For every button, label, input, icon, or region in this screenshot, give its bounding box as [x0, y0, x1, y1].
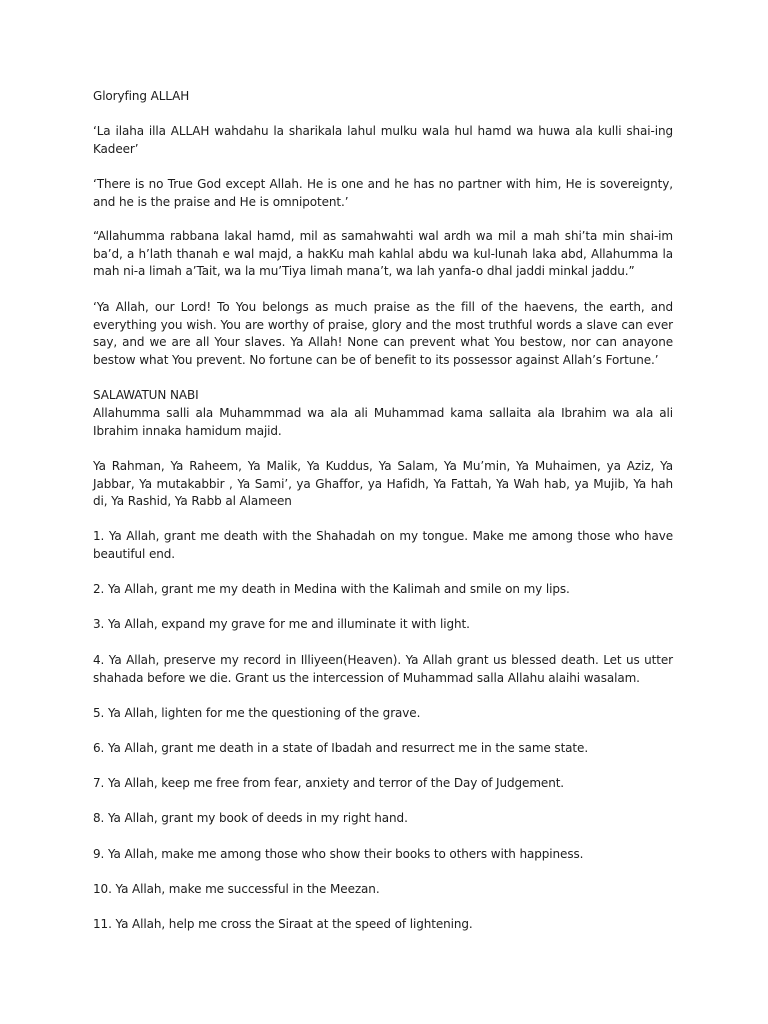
dua-item-2: 2. Ya Allah, grant me my death in Medina with the Kalimah and smile on my lips.: [93, 582, 570, 596]
dua-item-7: 7. Ya Allah, keep me free from fear, anxiety and terror of the Day of Judgement.: [93, 776, 565, 790]
dua-item-5: 5. Ya Allah, lighten for me the questioning of the grave.: [93, 706, 421, 720]
dua-item-1: 1. Ya Allah, grant me death with the Shahadah on my tongue. Make me among those who have beautiful end.: [93, 529, 673, 561]
document-title: Gloryfing ALLAH: [93, 89, 190, 103]
dua-item-10: 10. Ya Allah, make me successful in the Meezan.: [93, 882, 380, 896]
names-of-allah: Ya Rahman, Ya Raheem, Ya Malik, Ya Kuddus, Ya Salam, Ya Mu’min, Ya Muhaimen, ya Aziz, Ya Jabbar, Ya mutakabbir , Ya Sami’, ya Ghaffor, ya Hafidh, Ya Fattah, Ya Wah hab, ya Mujib, Ya hah di, Ya Rashid, Ya Rabb al Alameen: [93, 459, 673, 509]
praise-translation: ‘Ya Allah, our Lord! To You belongs as much praise as the fill of the haevens, the earth, and everything you wish. You are worthy of praise, glory and the most truthful words a slave can ever say, and we are all Your slaves. Ya Allah! None can prevent what You bestow, nor can anayone bestow what You prevent. No fortune can be of benefit to its possessor against Allah’s Fortune.’: [93, 300, 673, 367]
praise-transliteration: “Allahumma rabbana lakal hamd, mil as samahwahti wal ardh wa mil a mah shi’ta min shai-im ba’d, a h’lath thanah e wal majd, a hakKu mah kahlal abdu wa kul-lunah laka abd, Allahumma la mah ni-a limah a’Tait, wa la mu’Tiya limah mana’t, wa lah yanfa-o dhal jaddi minkal jaddu.”: [93, 229, 673, 279]
dua-item-4: 4. Ya Allah, preserve my record in Illiyeen(Heaven). Ya Allah grant us blessed death. Let us utter shahada before we die. Grant us the intercession of Muhammad salla Allahu alaihi wasalam.: [93, 653, 673, 685]
dua-item-11: 11. Ya Allah, help me cross the Siraat at the speed of lightening.: [93, 917, 473, 931]
shahada-translation: ‘There is no True God except Allah. He is one and he has no partner with him, He is sovereignty, and he is the praise and He is omnipotent.’: [93, 177, 673, 209]
dua-item-3: 3. Ya Allah, expand my grave for me and illuminate it with light.: [93, 617, 470, 631]
shahada-transliteration: ‘La ilaha illa ALLAH wahdahu la sharikala lahul mulku wala hul hamd wa huwa ala kulli shai-ing Kadeer’: [93, 124, 673, 156]
dua-item-8: 8. Ya Allah, grant my book of deeds in my right hand.: [93, 811, 408, 825]
dua-item-6: 6. Ya Allah, grant me death in a state of Ibadah and resurrect me in the same state.: [93, 741, 589, 755]
dua-item-9: 9. Ya Allah, make me among those who show their books to others with happiness.: [93, 847, 584, 861]
salawat-heading: SALAWATUN NABI: [93, 388, 199, 402]
salawat-text: Allahumma salli ala Muhammmad wa ala ali Muhammad kama sallaita ala Ibrahim wa ala ali Ibrahim innaka hamidum majid.: [93, 406, 673, 438]
